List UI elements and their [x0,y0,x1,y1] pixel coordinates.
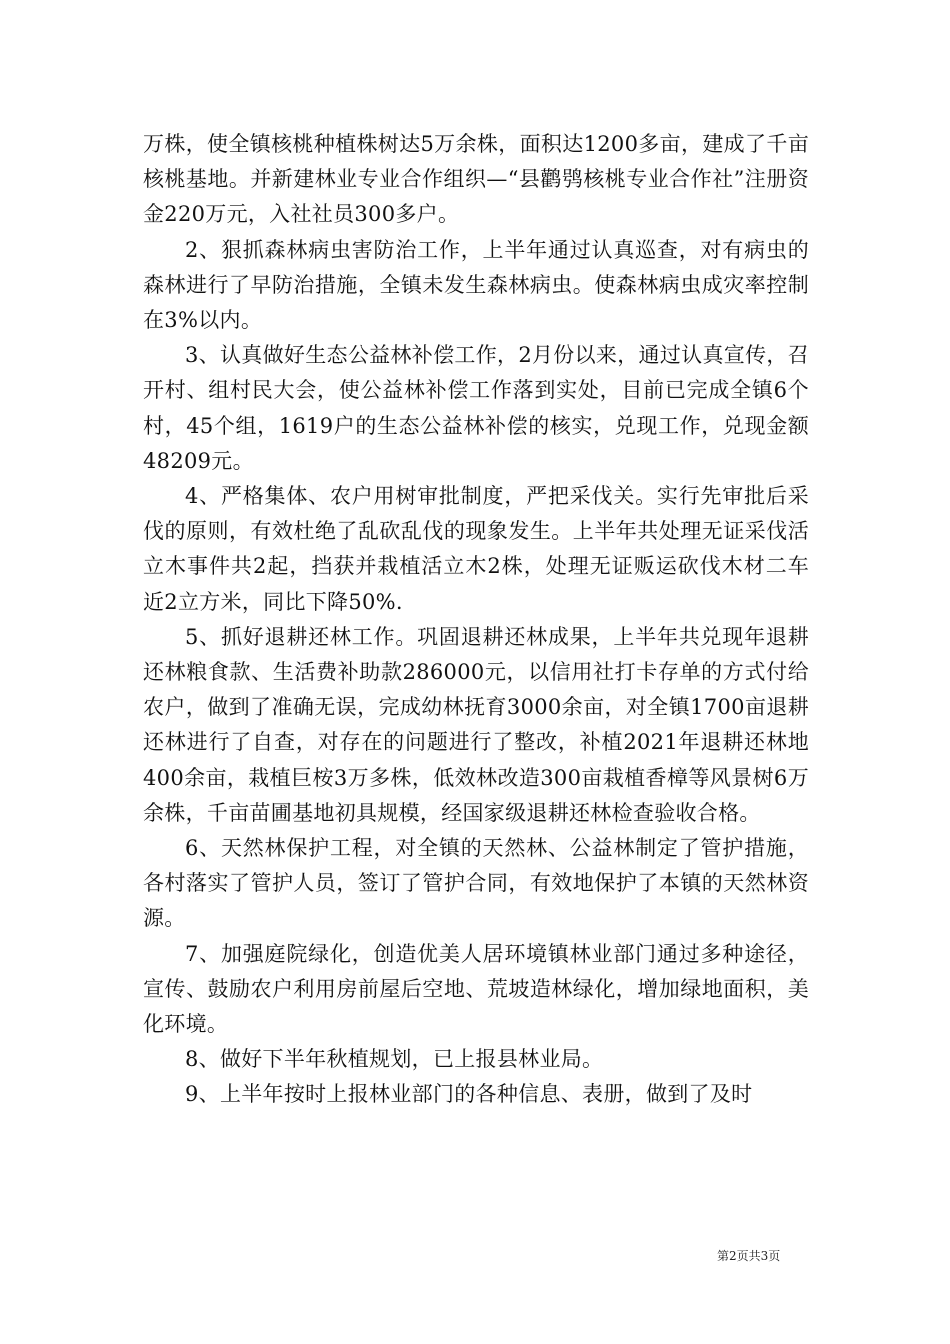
paragraph-item-2: 2、狠抓森林病虫害防治工作，上半年通过认真巡查，对有病虫的森林进行了早防治措施，全镇未发生森林病虫。使森林病虫成灾率控制在3%以内。 [143,237,809,333]
document-body [143,127,809,1113]
paragraph-item-4: 4、严格集体、农户用树审批制度，严把采伐关。实行先审批后采伐的原则，有效杜绝了乱砍乱伐的现象发生。上半年共处理无证采伐活立木事件共2起，挡获并栽植活立木2株，处理无证贩运砍伐木材二车近2立方米，同比下降50%. [143,484,809,614]
paragraph-item-9: 9、上半年按时上报林业部门的各种信息、表册，做到了及时 [185,1082,753,1107]
paragraph-item-7: 7、加强庭院绿化，创造优美人居环境镇林业部门通过多种途径，宣传、鼓励农户利用房前屋后空地、荒坡造林绿化，增加绿地面积，美化环境。 [143,941,809,1037]
page-number: 第2页共3页 [717,1249,781,1263]
paragraph-item-8: 8、做好下半年秋植规划，已上报县林业局。 [185,1047,604,1072]
paragraph-item-3: 3、认真做好生态公益林补偿工作，2月份以来，通过认真宣传，召开村、组村民大会，使公益林补偿工作落到实处，目前已完成全镇6个村，45个组，1619户的生态公益林补偿的核实，兑现工作，兑现金额48209元。 [143,343,809,473]
paragraph-item-6: 6、天然林保护工程，对全镇的天然林、公益林制定了管护措施，各村落实了管护人员，签订了管护合同，有效地保护了本镇的天然林资源。 [143,836,809,931]
paragraph-item-5: 5、抓好退耕还林工作。巩固退耕还林成果，上半年共兑现年退耕还林粮食款、生活费补助款286000元，以信用社打卡存单的方式付给农户，做到了准确无误，完成幼林抚育3000余亩，对全镇1700亩退耕还林进行了自查，对存在的问题进行了整改，补植2021年退耕还林地400余亩，栽植巨桉3万多株，低效林改造300亩栽植香樟等风景树6万余株，千亩苗圃基地初具规模，经国家级退耕还林检查验收合格。 [143,624,809,825]
paragraph-continuation: 万株，使全镇核桃种植株树达5万余株，面积达1200多亩，建成了千亩核桃基地。并新建林业专业合作组织—“县鹳鸮核桃专业合作社”注册资金220万元，入社社员300多户。 [143,132,809,227]
